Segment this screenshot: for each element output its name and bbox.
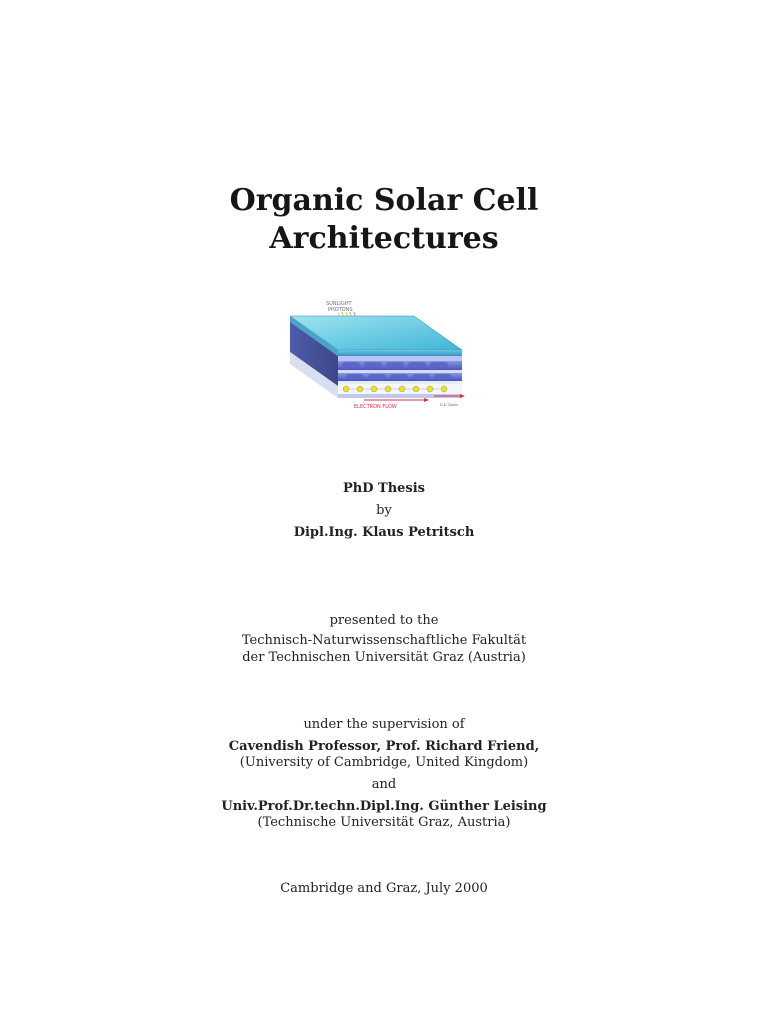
supervision-and: and: [371, 777, 397, 792]
glass-front-layer: [338, 350, 462, 356]
figure-label-electron-flow: ELECTRON FLOW: [354, 404, 397, 410]
solar-cell-illustration: [284, 298, 468, 414]
thesis-title-line-2: Architectures: [269, 221, 499, 256]
supervisor-1: Cavendish Professor, Prof. Richard Friend,: [228, 739, 540, 754]
thesis-by: by: [376, 503, 392, 518]
thesis-title-line-1: Organic Solar Cell: [229, 183, 539, 218]
molecule-row: [338, 384, 462, 394]
figure-label-credit: D.E. Davis: [440, 403, 458, 407]
supervision-intro: under the supervision of: [303, 717, 465, 732]
place-and-date: Cambridge and Graz, July 2000: [280, 881, 488, 896]
figure-label-photons: PHOTONS: [328, 307, 353, 313]
supervisor-2: Univ.Prof.Dr.techn.Dipl.Ing. Günther Leising: [221, 799, 547, 814]
supervisor-2-affiliation: (Technische Universität Graz, Austria): [257, 815, 511, 830]
thesis-title: [0, 182, 768, 258]
presented-faculty: Technisch-Naturwissenschaftliche Fakultät: [241, 633, 527, 648]
thesis-author: Dipl.Ing. Klaus Petritsch: [293, 525, 475, 540]
presented-university: der Technischen Universität Graz (Austria): [242, 650, 526, 665]
supervisor-1-affiliation: (University of Cambridge, United Kingdom): [239, 755, 529, 770]
figure-label-sunlight: SUNLIGHT: [326, 301, 352, 307]
presented-intro: presented to the: [329, 613, 439, 628]
thesis-type: PhD Thesis: [343, 481, 425, 496]
